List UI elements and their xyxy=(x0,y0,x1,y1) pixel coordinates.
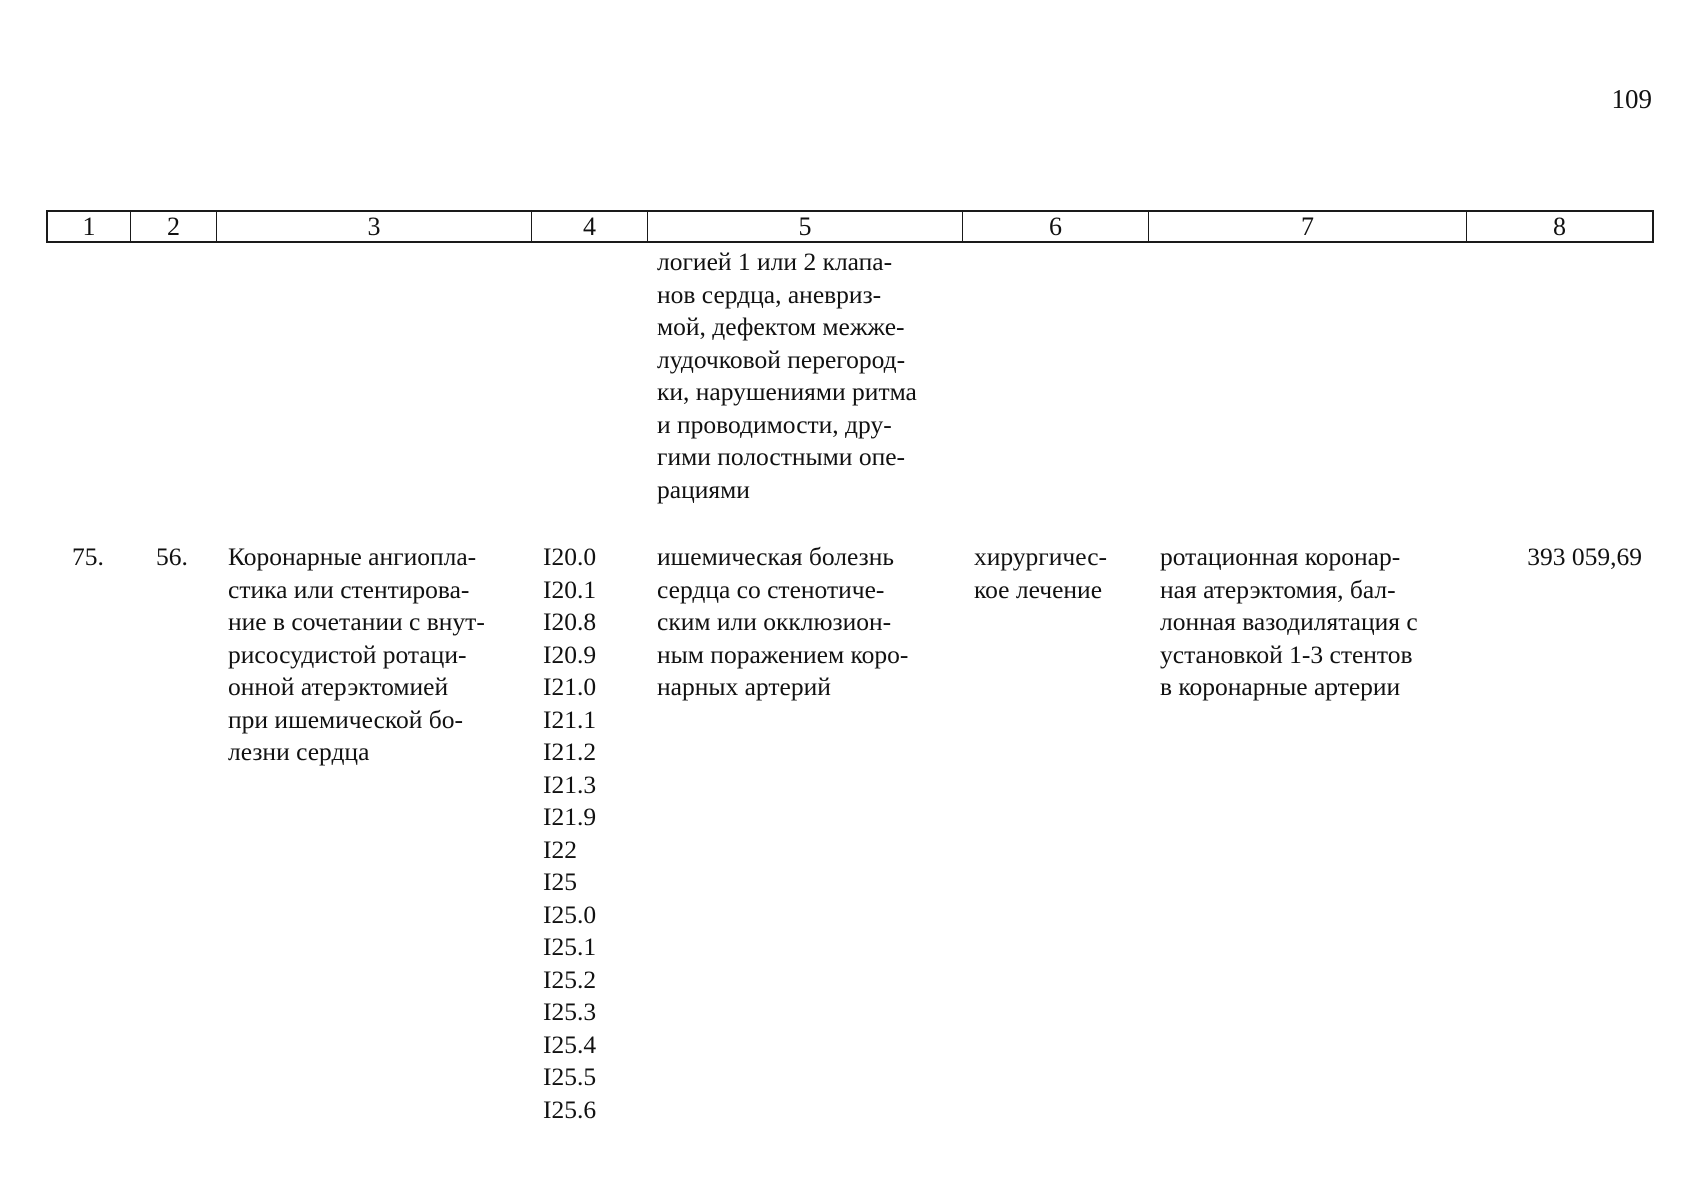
icd-code: I20.9 xyxy=(543,639,597,669)
icd-codes xyxy=(543,541,643,1126)
column-header-1: 1 xyxy=(48,212,131,241)
column-header-5: 5 xyxy=(648,212,963,241)
treatment-type xyxy=(974,541,1144,606)
text-line: стика или стентирова- xyxy=(228,574,470,604)
text-line: установкой 1-3 стентов xyxy=(1160,639,1413,669)
text-line: кое лечение xyxy=(974,574,1103,604)
text-line: рисосудистой ротаци- xyxy=(228,639,467,669)
icd-code: I25 xyxy=(543,867,577,896)
text-line: лонная вазодилятация с xyxy=(1160,607,1418,636)
text-line: хирургичес- xyxy=(974,542,1108,571)
text-line: онной атерэктомией xyxy=(228,672,449,701)
table-header-row xyxy=(46,210,1654,243)
icd-code: I20.0 xyxy=(543,542,597,571)
text-line: ским или окклюзион- xyxy=(657,607,892,636)
column-header-6: 6 xyxy=(963,212,1149,241)
text-line: мой, дефектом межже- xyxy=(657,312,905,341)
icd-code: I25.0 xyxy=(543,899,597,929)
page-number: 109 xyxy=(1611,84,1652,114)
treatment-method xyxy=(1160,541,1456,704)
cost-value: 393 059,69 xyxy=(1527,542,1642,571)
text-line: рациями xyxy=(657,474,750,504)
text-line: Коронарные ангиопла- xyxy=(228,542,477,571)
column-header-8: 8 xyxy=(1553,212,1566,241)
text-line: ным поражением коро- xyxy=(657,639,909,669)
text-line: нов сердца, аневриз- xyxy=(657,279,882,309)
icd-code: I20.8 xyxy=(543,607,597,636)
procedure-name xyxy=(228,541,522,769)
text-line: ная атерэктомия, бал- xyxy=(1160,574,1396,604)
icd-code: I20.1 xyxy=(543,574,597,604)
icd-code: I25.1 xyxy=(543,932,597,961)
text-line: при ишемической бо- xyxy=(228,704,463,734)
text-line: нарных артерий xyxy=(657,672,831,701)
text-line: лезни сердца xyxy=(228,737,370,766)
continued-procedure-description xyxy=(657,246,952,506)
text-line: ние в сочетании с внут- xyxy=(228,607,485,636)
row-number: 75. xyxy=(72,542,104,571)
text-line: ки, нарушениями ритма xyxy=(657,377,917,406)
column-header-2: 2 xyxy=(131,212,217,241)
icd-code: I25.5 xyxy=(543,1062,597,1091)
icd-code: I25.2 xyxy=(543,964,597,994)
text-line: и проводимости, дру- xyxy=(657,409,892,439)
column-header-4: 4 xyxy=(532,212,648,241)
icd-code: I22 xyxy=(543,834,577,864)
icd-code: I25.3 xyxy=(543,997,597,1026)
disease-description xyxy=(657,541,952,704)
icd-code: I25.6 xyxy=(543,1094,597,1124)
column-header-3: 3 xyxy=(217,212,532,241)
icd-code: I21.0 xyxy=(543,672,597,701)
icd-code: I21.2 xyxy=(543,737,597,766)
text-line: в коронарные артерии xyxy=(1160,672,1401,701)
text-line: сердца со стенотиче- xyxy=(657,574,885,604)
column-header-7: 7 xyxy=(1149,212,1467,241)
icd-code: I21.3 xyxy=(543,769,597,799)
text-line: ишемическая болезнь xyxy=(657,542,894,571)
group-number: 56. xyxy=(156,542,188,571)
text-line: лудочковой перегород- xyxy=(657,344,906,374)
text-line: гими полостными опе- xyxy=(657,442,906,471)
icd-code: I21.1 xyxy=(543,704,597,734)
text-line: ротационная коронар- xyxy=(1160,542,1401,571)
icd-code: I21.9 xyxy=(543,802,597,831)
text-line: логией 1 или 2 клапа- xyxy=(657,247,893,276)
icd-code: I25.4 xyxy=(543,1029,597,1059)
